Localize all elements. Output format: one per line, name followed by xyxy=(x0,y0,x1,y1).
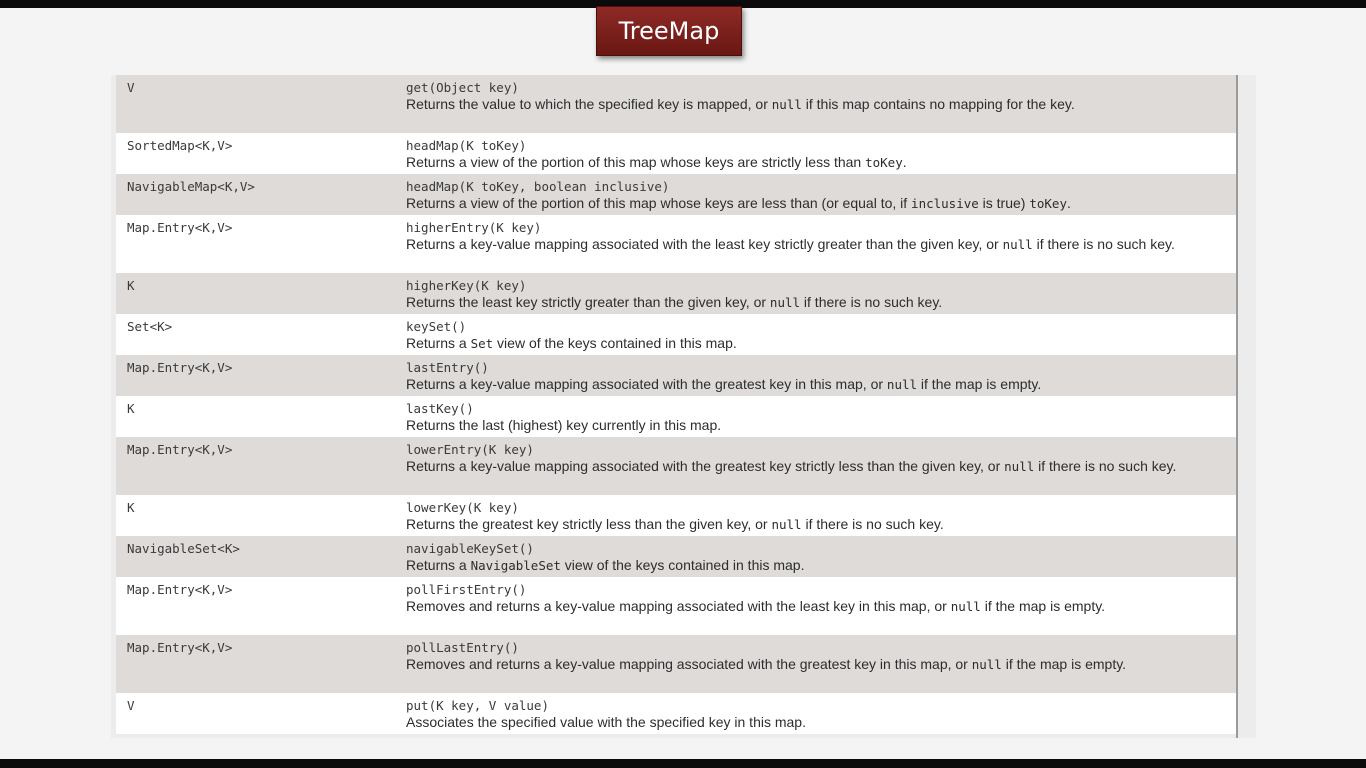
method-signature: lowerEntry(K key) xyxy=(406,442,534,457)
return-type: SortedMap<K,V> xyxy=(127,138,233,153)
inline-code: NavigableSet xyxy=(470,558,561,573)
table-row xyxy=(116,536,1236,577)
description-text: . xyxy=(902,154,907,170)
description-text: Returns the greatest key strictly less than the given key, or xyxy=(406,516,772,532)
method-description xyxy=(406,195,1226,212)
inline-code: toKey xyxy=(1029,196,1067,211)
inline-code: null xyxy=(886,377,918,392)
description-text: . xyxy=(1067,195,1071,211)
method-signature: higherEntry(K key) xyxy=(406,220,542,235)
description-text: Returns a view of the portion of this map whose keys are strictly less than xyxy=(406,154,866,170)
description-text: if this map contains no mapping for the key. xyxy=(801,96,1075,112)
method-signature: keySet() xyxy=(406,319,467,334)
method-description xyxy=(406,294,1226,311)
table-row xyxy=(116,396,1236,437)
description-text: if there is no such key. xyxy=(801,516,944,532)
return-type: Map.Entry<K,V> xyxy=(127,640,233,655)
inline-code: null xyxy=(771,97,802,112)
table-row xyxy=(116,355,1236,396)
method-signature: higherKey(K key) xyxy=(406,278,527,293)
description-text: is true) xyxy=(978,195,1030,211)
method-description xyxy=(406,557,1226,574)
method-description xyxy=(406,236,1226,253)
description-text: Returns a key-value mapping associated with the greatest key in this map, or xyxy=(406,376,887,392)
inline-code: null xyxy=(950,599,981,614)
return-type: Map.Entry<K,V> xyxy=(127,442,233,457)
description-text: Returns a key-value mapping associated with the least key strictly greater than the given key, or xyxy=(406,236,1003,252)
description-text: Returns the last (highest) key currently in this map. xyxy=(406,417,722,433)
inline-code: inclusive xyxy=(911,196,979,211)
slide-title: TreeMap xyxy=(596,6,742,56)
method-signature: headMap(K toKey) xyxy=(406,138,527,153)
inline-code: toKey xyxy=(865,155,903,170)
method-description xyxy=(406,335,1226,352)
method-signature: pollLastEntry() xyxy=(406,640,519,655)
inline-code: null xyxy=(1002,237,1033,252)
method-signature: navigableKeySet() xyxy=(406,541,534,556)
method-signature: lowerKey(K key) xyxy=(406,500,519,515)
return-type: NavigableMap<K,V> xyxy=(127,179,255,194)
method-signature: lastEntry() xyxy=(406,360,489,375)
method-description xyxy=(406,376,1226,393)
return-type: Map.Entry<K,V> xyxy=(127,582,233,597)
return-type: V xyxy=(127,80,135,95)
table-row xyxy=(116,495,1236,536)
bottom-frame-bar xyxy=(0,759,1366,768)
return-type: K xyxy=(127,500,135,515)
description-text: if there is no such key. xyxy=(1032,236,1175,252)
table-row xyxy=(116,273,1236,314)
description-text: Returns a key-value mapping associated with the greatest key strictly less than the given key, or xyxy=(406,458,1005,474)
table-row xyxy=(116,215,1236,273)
description-text: view of the keys contained in this map. xyxy=(493,335,737,351)
description-text: if the map is empty. xyxy=(917,376,1042,392)
method-signature: pollFirstEntry() xyxy=(406,582,527,597)
description-text: Associates the specified value with the specified key in this map. xyxy=(406,714,806,730)
table-row xyxy=(116,577,1236,635)
description-text: if there is no such key. xyxy=(1034,458,1177,474)
table-row xyxy=(116,133,1236,174)
method-signature: put(K key, V value) xyxy=(406,698,549,713)
description-text: Returns a view of the portion of this map whose keys are less than (or equal to, if xyxy=(406,195,912,211)
description-text: if there is no such key. xyxy=(800,294,943,310)
description-text: Removes and returns a key-value mapping associated with the greatest key in this map, or xyxy=(406,656,972,672)
return-type: V xyxy=(127,698,135,713)
method-description xyxy=(406,714,1226,730)
return-type: NavigableSet<K> xyxy=(127,541,240,556)
method-description xyxy=(406,656,1226,673)
method-signature: lastKey() xyxy=(406,401,474,416)
method-summary-table xyxy=(116,75,1238,738)
table-row xyxy=(116,437,1236,495)
return-type: Map.Entry<K,V> xyxy=(127,220,233,235)
description-text: Returns a xyxy=(406,557,471,573)
description-text: Returns a xyxy=(406,335,471,351)
method-description xyxy=(406,417,1226,433)
table-row xyxy=(116,635,1236,693)
table-row xyxy=(116,314,1236,355)
return-type: K xyxy=(127,278,135,293)
description-text: if the map is empty. xyxy=(1001,656,1127,672)
description-text: Removes and returns a key-value mapping associated with the least key in this map, or xyxy=(406,598,951,614)
method-description xyxy=(406,154,1226,171)
table-row xyxy=(116,174,1236,215)
method-signature: get(Object key) xyxy=(406,80,519,95)
method-summary-panel xyxy=(111,75,1256,738)
table-row xyxy=(116,693,1236,734)
description-text: Returns the least key strictly greater than the given key, or xyxy=(406,294,770,310)
inline-code: null xyxy=(771,517,802,532)
description-text: view of the keys contained in this map. xyxy=(560,557,805,573)
inline-code: null xyxy=(1004,459,1035,474)
inline-code: Set xyxy=(470,336,494,351)
method-description xyxy=(406,96,1226,113)
method-description xyxy=(406,598,1226,615)
return-type: K xyxy=(127,401,135,416)
method-description xyxy=(406,458,1226,475)
description-text: Returns the value to which the specified key is mapped, or xyxy=(406,96,772,112)
inline-code: null xyxy=(769,295,801,310)
return-type: Map.Entry<K,V> xyxy=(127,360,233,375)
return-type: Set<K> xyxy=(127,319,173,334)
table-row xyxy=(116,75,1236,133)
description-text: if the map is empty. xyxy=(980,598,1106,614)
inline-code: null xyxy=(971,657,1002,672)
method-description xyxy=(406,516,1226,533)
method-signature: headMap(K toKey, boolean inclusive) xyxy=(406,179,670,194)
